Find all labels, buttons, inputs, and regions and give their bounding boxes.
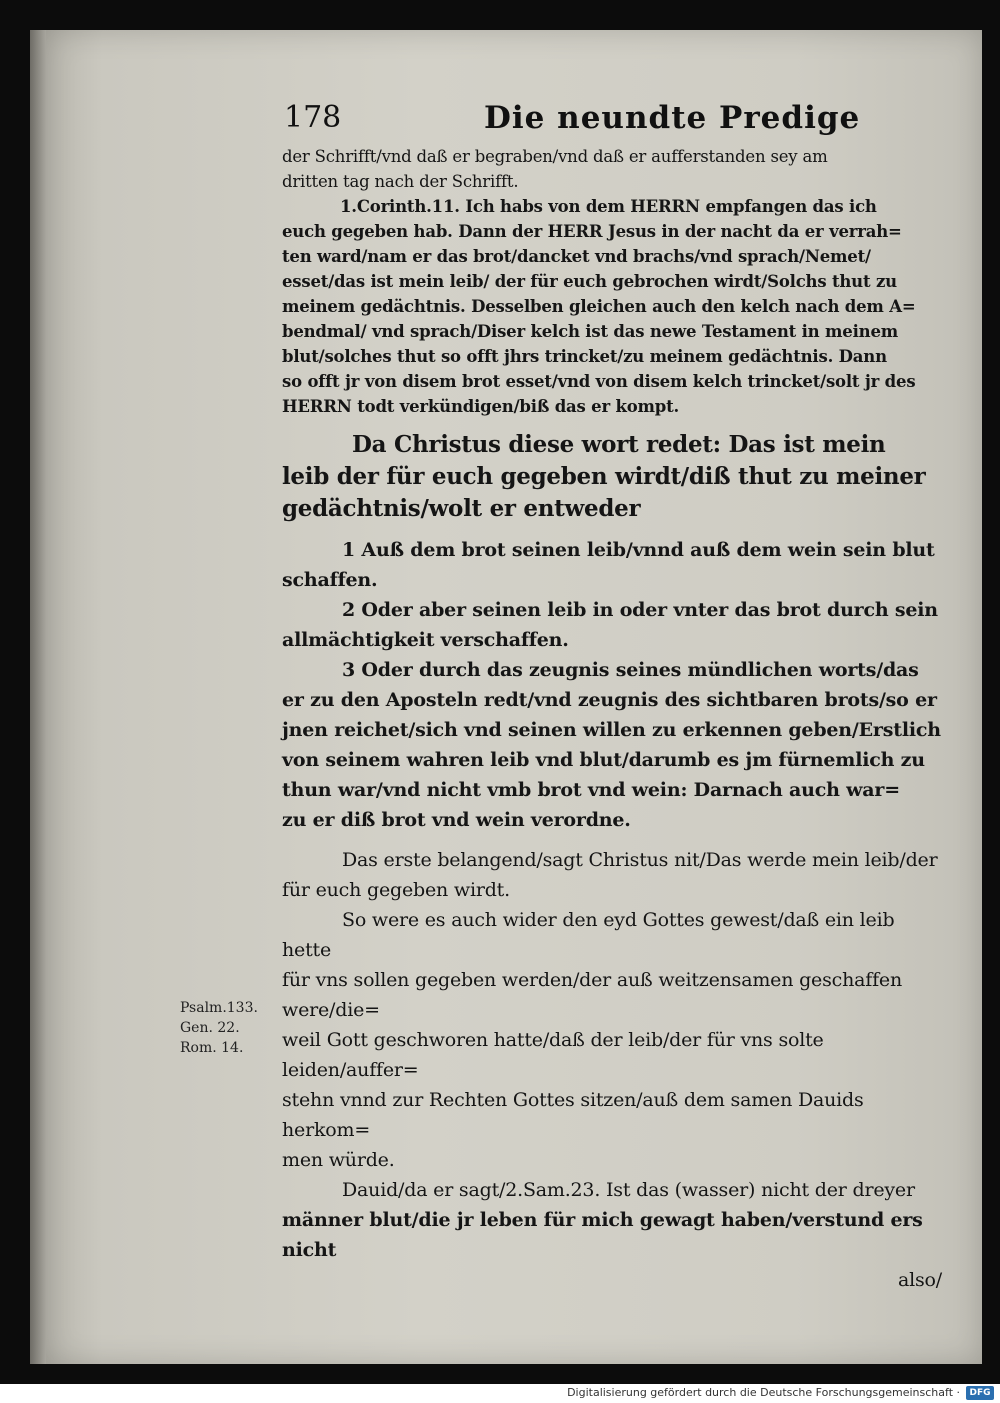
text-line: weil Gott geschworen hatte/daß der leib/der für vns solte leiden/auffer=	[282, 1029, 824, 1081]
emphasis-line: leib der für euch gegeben wirdt/diß thut zu meiner	[282, 463, 926, 490]
list-item: von seinem wahren leib vnd blut/darumb es jm fürnemlich zu	[282, 749, 925, 771]
margin-note: Psalm.133.	[180, 1000, 258, 1016]
text-span: 3 Oder durch das zeugnis seines mündlichen worts/das	[342, 659, 919, 681]
list-item: er zu den Aposteln redt/vnd zeugnis des sichtbaren brots/so er	[282, 689, 937, 711]
text-line: men würde.	[282, 1149, 395, 1171]
body-text	[282, 144, 942, 1295]
footer-bar	[0, 1384, 1000, 1403]
text-line: für vns sollen gegeben werden/der auß weitzensamen geschaffen were/die=	[282, 969, 903, 1021]
page-number: 178	[284, 100, 342, 135]
text-span: So were es auch wider den eyd Gottes gewest/daß ein leib hette	[282, 909, 895, 961]
text-line: so offt jr von disem brot esset/vnd von disem kelch trincket/solt jr des	[282, 372, 916, 391]
text-line: der Schrifft/vnd daß er begraben/vnd daß er aufferstanden sey am	[282, 147, 828, 166]
page-header	[284, 100, 944, 140]
text-line: blut/solches thut so offt jhrs trincket/zu meinem gedächtnis. Dann	[282, 347, 887, 366]
text-line: esset/das ist mein leib/ der für euch gebrochen wirdt/Solchs thut zu	[282, 272, 897, 291]
text-span: Da Christus diese wort redet: Das ist mein	[352, 431, 886, 458]
list-item: thun war/vnd nicht vmb brot vnd wein: Darnach auch war=	[282, 779, 900, 801]
text-span: 1.Corinth.11. Ich habs von dem HERRN empfangen das ich	[340, 197, 877, 216]
text-span: Dauid/da er sagt/2.Sam.23. Ist das (wasser) nicht der dreyer	[342, 1179, 915, 1201]
running-title: Die neundte Predige	[484, 100, 861, 136]
book-spine-edge	[30, 30, 46, 1364]
margin-notes	[180, 998, 270, 1058]
text-line: euch gegeben hab. Dann der HERR Jesus in der nacht da er verrah=	[282, 222, 902, 241]
margin-note: Rom. 14.	[180, 1040, 244, 1056]
text-span: 2 Oder aber seinen leib in oder vnter das brot durch sein	[342, 599, 938, 621]
list-item: jnen reichet/sich vnd seinen willen zu erkennen geben/Erstlich	[282, 719, 941, 741]
emphasis-line	[282, 429, 942, 461]
text-line: HERRN todt verkündigen/biß das er kompt.	[282, 397, 680, 416]
text-line: dritten tag nach der Schrifft.	[282, 172, 519, 191]
list-item: allmächtigkeit verschaffen.	[282, 629, 569, 651]
text-line: ten ward/nam er das brot/dancket vnd brachs/vnd sprach/Nemet/	[282, 247, 871, 266]
margin-note: Gen. 22.	[180, 1020, 240, 1036]
catchword: also/	[898, 1269, 942, 1291]
text-span: Das erste belangend/sagt Christus nit/Das werde mein leib/der	[342, 849, 938, 871]
list-item	[282, 535, 942, 565]
footer-credit: Digitalisierung gefördert durch die Deutsche Forschungsgemeinschaft ·	[567, 1386, 960, 1399]
text-line: bendmal/ vnd sprach/Diser kelch ist das newe Testament in meinem	[282, 322, 899, 341]
text-line: meinem gedächtnis. Desselben gleichen auch den kelch nach dem A=	[282, 297, 916, 316]
text-line	[282, 194, 942, 219]
text-line: für euch gegeben wirdt.	[282, 879, 510, 901]
text-line	[282, 1175, 942, 1205]
text-line: männer blut/die jr leben für mich gewagt haben/verstund ers nicht	[282, 1209, 923, 1261]
text-span: 1 Auß dem brot seinen leib/vnnd auß dem wein sein blut	[342, 539, 935, 561]
emphasis-line: gedächtnis/wolt er entweder	[282, 495, 641, 522]
text-line: stehn vnnd zur Rechten Gottes sitzen/auß dem samen Dauids herkom=	[282, 1089, 864, 1141]
list-item	[282, 655, 942, 685]
text-line	[282, 845, 942, 875]
list-item: schaffen.	[282, 569, 378, 591]
dfg-logo-icon[interactable]: DFG	[966, 1386, 994, 1400]
list-item	[282, 595, 942, 625]
text-line	[282, 905, 942, 965]
list-item: zu er diß brot vnd wein verordne.	[282, 809, 631, 831]
